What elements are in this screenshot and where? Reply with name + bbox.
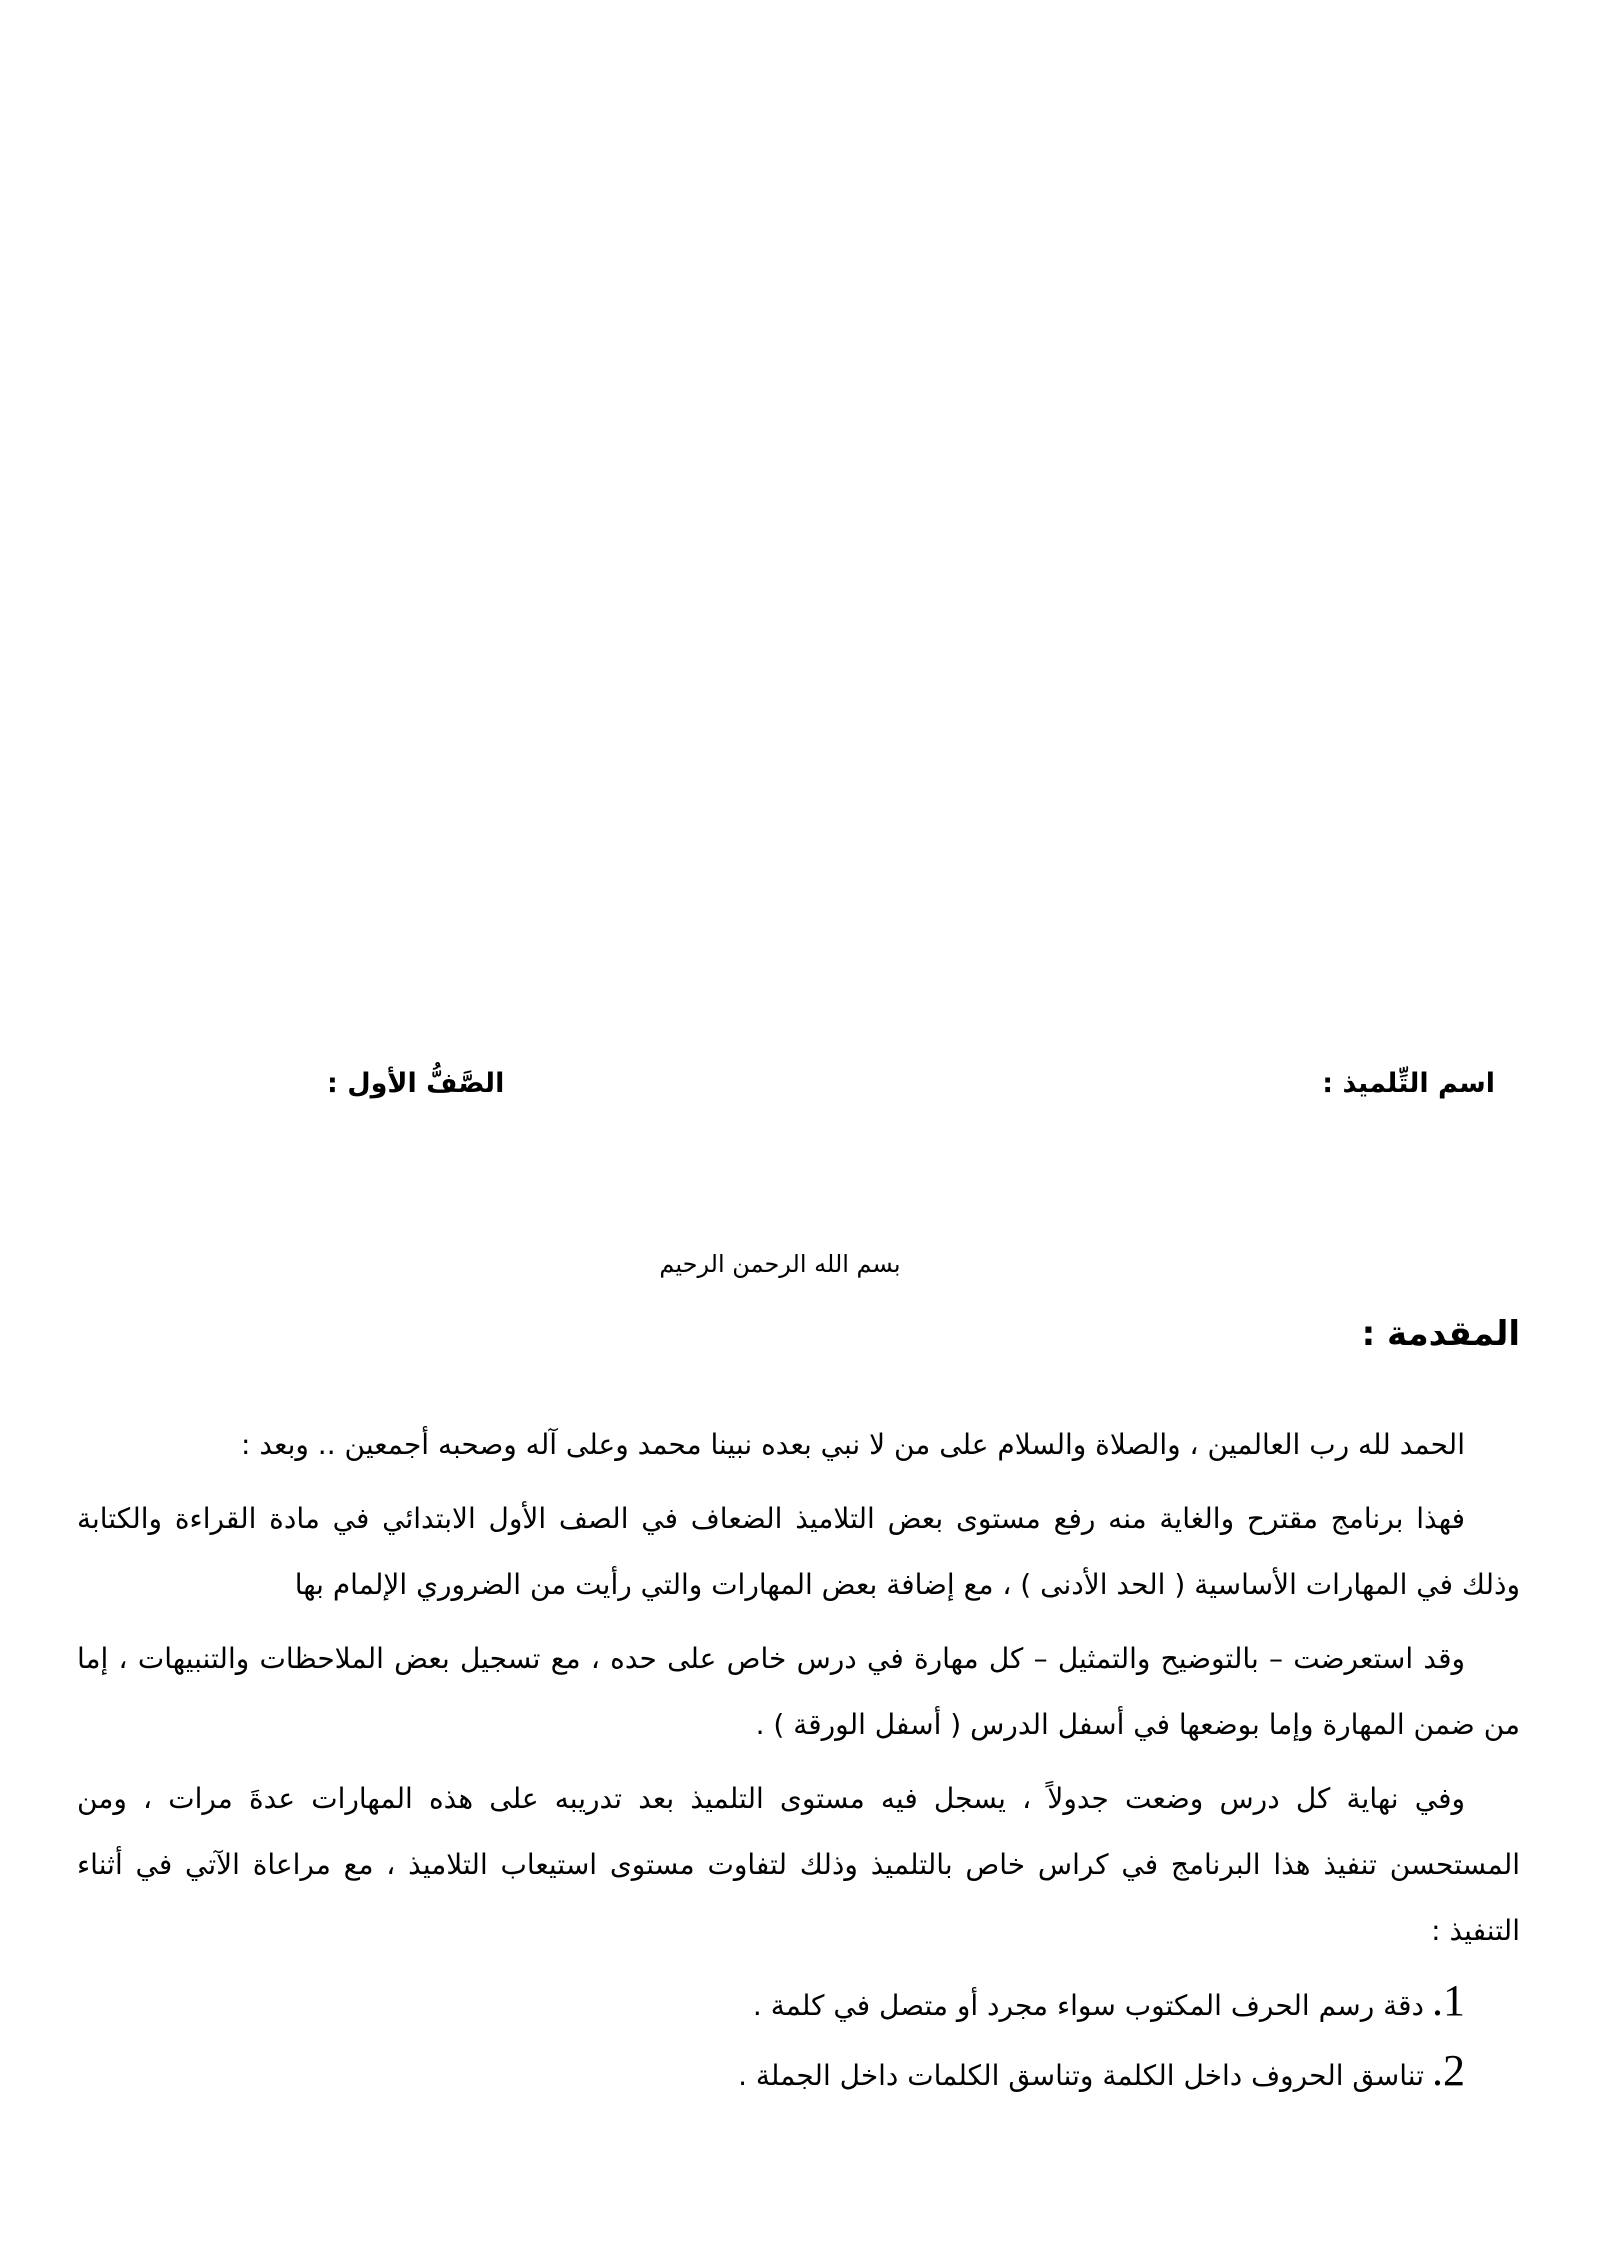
basmala-line: بسم الله الرحمن الرحيم — [659, 1250, 901, 1278]
grade-label: الصَّفُّ الأول : — [327, 1068, 505, 1099]
list-item-number: 1. — [1432, 1976, 1465, 2025]
paragraph-skills-presentation: وقد استعرضت – بالتوضيح والتمثيل – كل مهارة في درس خاص على حده ، مع تسجيل بعض الملاحظات والتنبيهات ، إما من ضمن المهارة وإما بوضعها في أسفل الدرس ( أسفل الورقة ) . — [77, 1642, 1520, 1741]
introduction-heading: المقدمة : — [1361, 1314, 1520, 1354]
numbered-list — [77, 1972, 1465, 2110]
list-item-text: دقة رسم الحرف المكتوب سواء مجرد أو متصل في كلمة . — [752, 1989, 1424, 2022]
introduction-body — [77, 1412, 1520, 2112]
list-item — [77, 1972, 1465, 2040]
paragraph-hamd: الحمد لله رب العالمين ، والصلاة والسلام على من لا نبي بعده نبينا محمد وعلى آله وصحبه أجمعين .. وبعد : — [241, 1428, 1465, 1461]
list-item-text: تناسق الحروف داخل الكلمة وتناسق الكلمات داخل الجملة . — [738, 2059, 1424, 2092]
paragraph-program-goal: فهذا برنامج مقترح والغاية منه رفع مستوى بعض التلاميذ الضعاف في الصف الأول الابتدائي في مادة القراءة والكتابة وذلك في المهارات الأساسية ( الحد الأدنى ) ، مع إضافة بعض المهارات والتي رأيت من الضروري الإلمام بها — [77, 1502, 1520, 1601]
list-item — [77, 2042, 1465, 2110]
student-name-label: اسم التِّلميذ : — [1322, 1068, 1495, 1099]
paragraph-table-note: وفي نهاية كل درس وضعت جدولاً ، يسجل فيه مستوى التلميذ بعد تدريبه على هذه المهارات عدةَ مرات ، ومن المستحسن تنفيذ هذا البرنامج في كراس خاص بالتلميذ وذلك لتفاوت مستوى استيعاب التلاميذ ، مع مراعاة الآتي في أثناء التنفيذ : — [77, 1782, 1520, 1947]
list-item-number: 2. — [1432, 2046, 1465, 2095]
